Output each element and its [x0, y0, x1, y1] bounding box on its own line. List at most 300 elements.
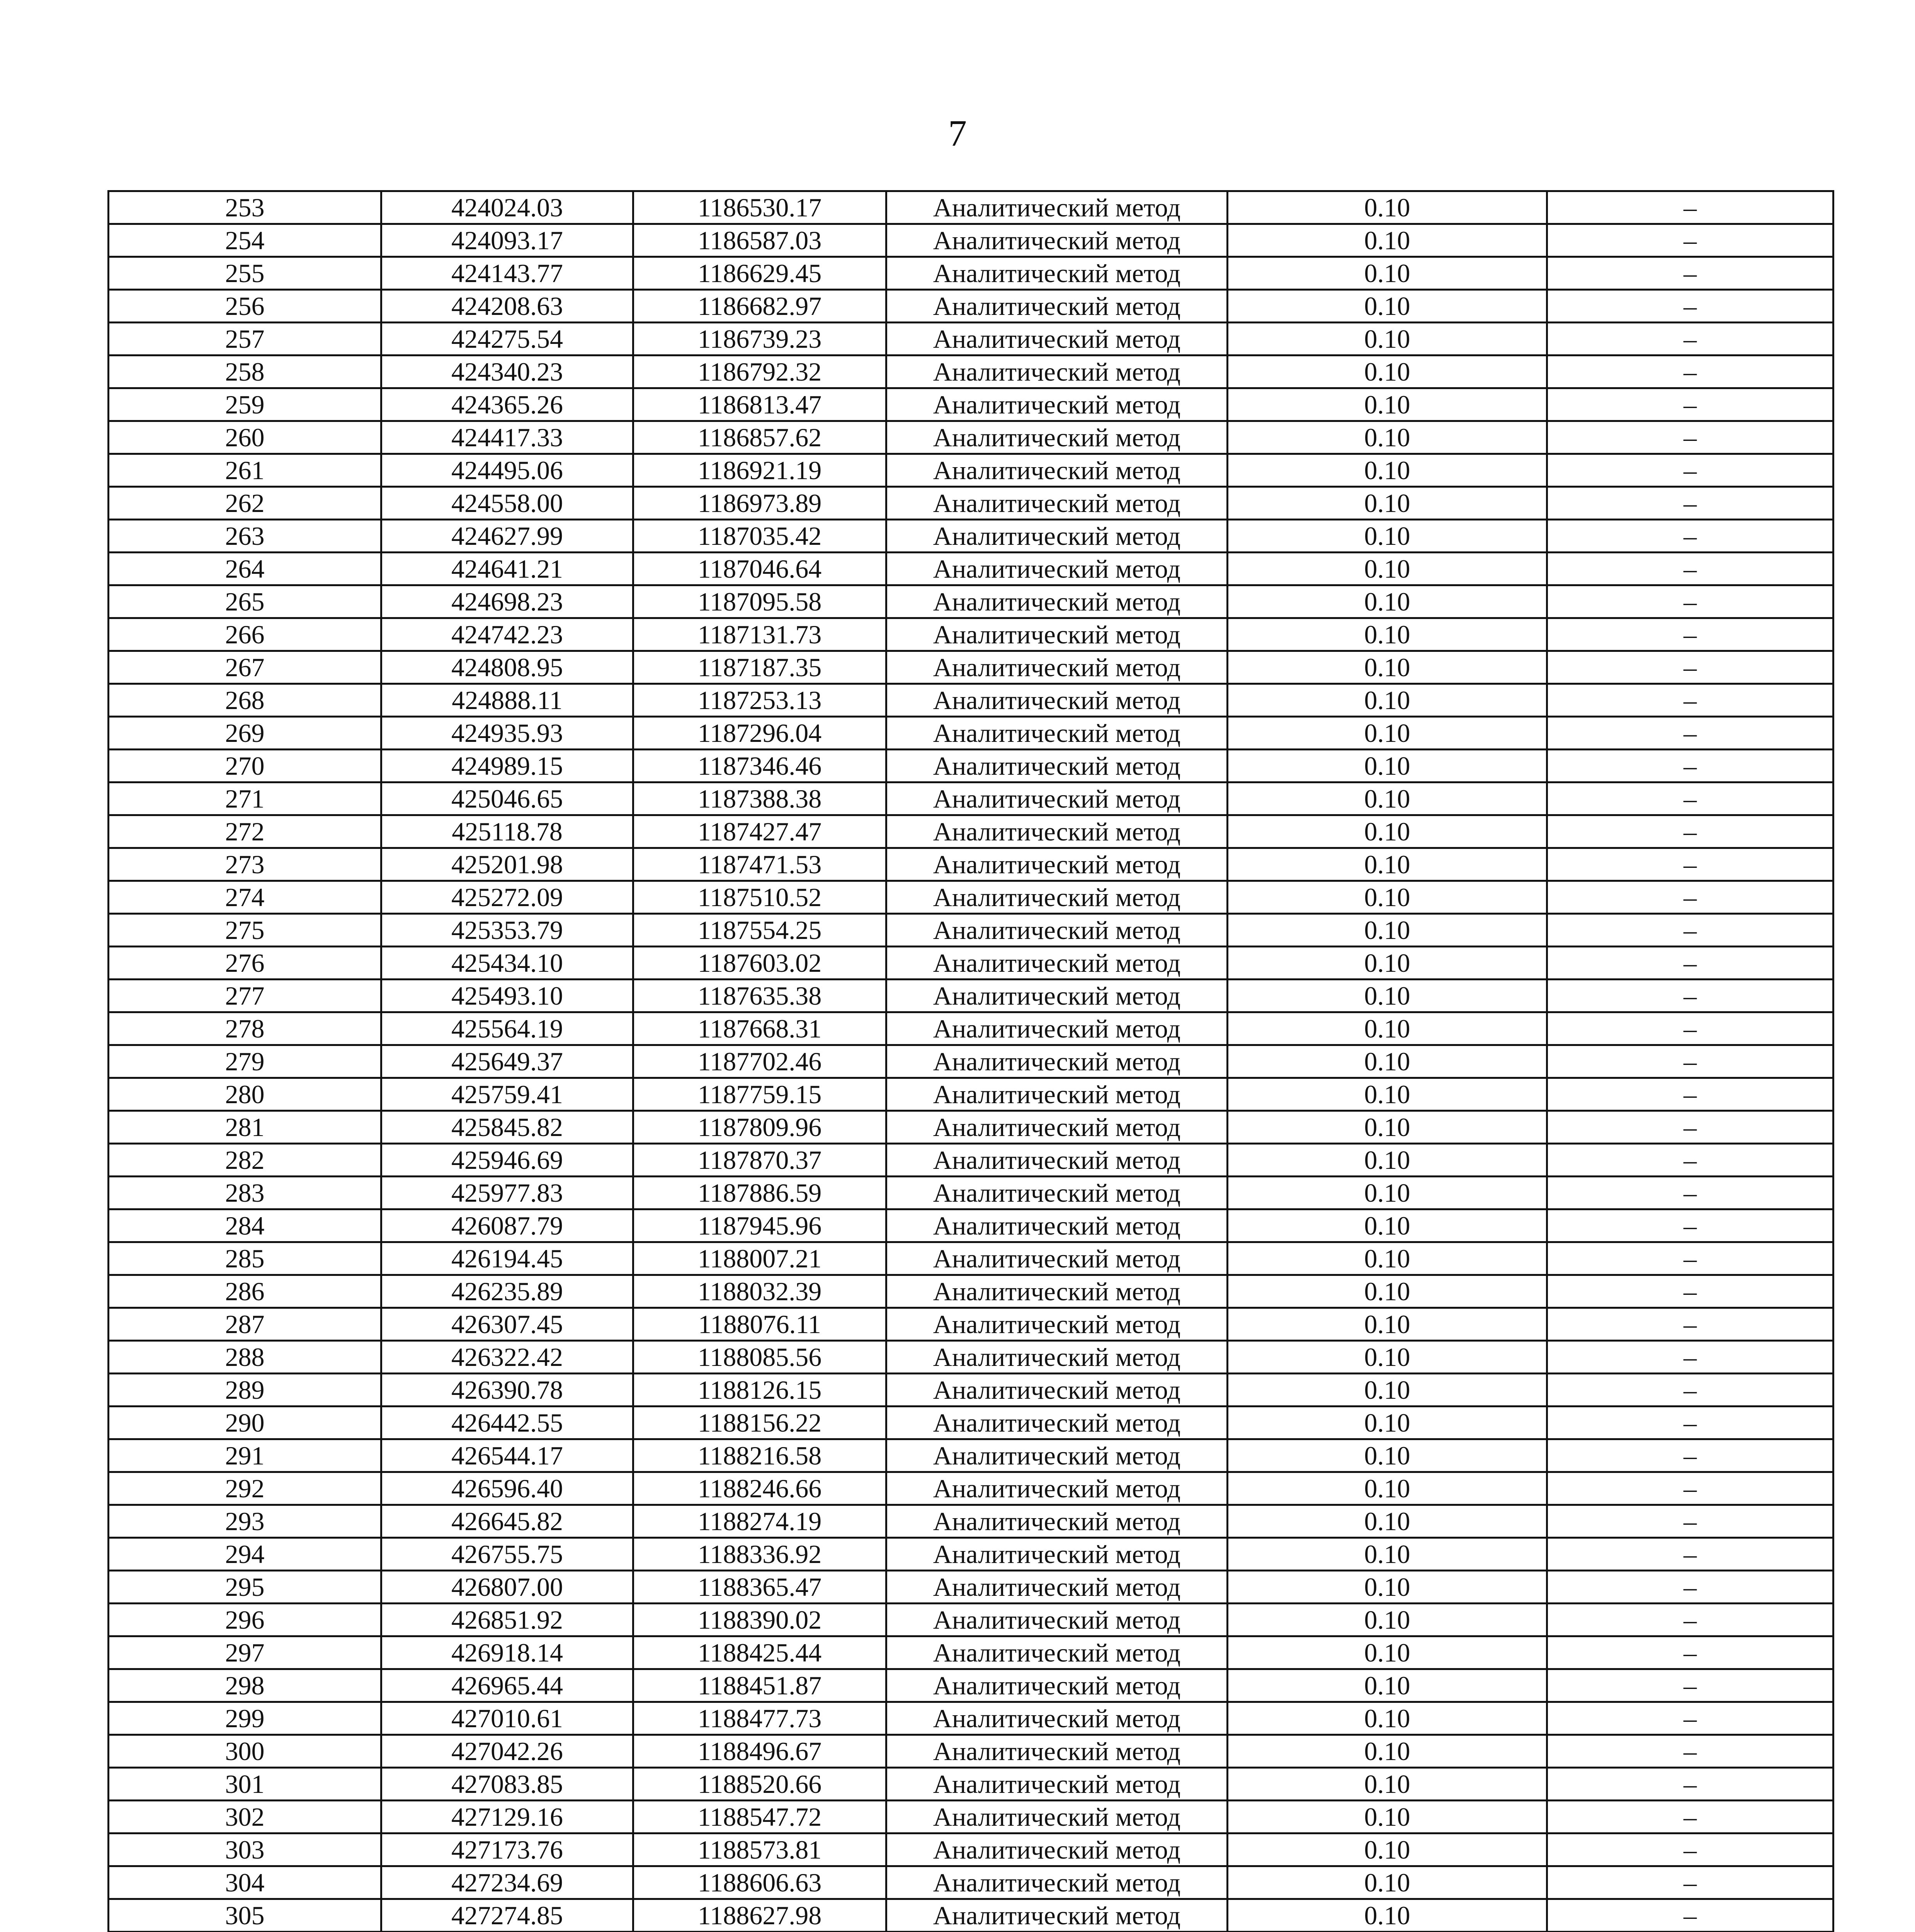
point-row	[109, 1801, 1833, 1833]
table-cell: –	[1547, 1275, 1833, 1308]
point-row	[109, 717, 1833, 750]
table-cell: 1188477.73	[633, 1702, 886, 1735]
point-row	[109, 553, 1833, 585]
table-cell: 1187886.59	[633, 1177, 886, 1209]
table-cell: 427129.16	[381, 1801, 633, 1833]
table-cell: –	[1547, 1768, 1833, 1801]
table-cell: 261	[109, 454, 381, 487]
table-cell: –	[1547, 1341, 1833, 1374]
table-cell: 300	[109, 1735, 381, 1768]
table-cell: 298	[109, 1669, 381, 1702]
table-cell: 271	[109, 782, 381, 815]
point-row	[109, 224, 1833, 257]
table-cell: 424742.23	[381, 618, 633, 651]
table-cell: Аналитический метод	[886, 1866, 1228, 1899]
table-cell: 254	[109, 224, 381, 257]
table-cell: 278	[109, 1012, 381, 1045]
table-cell: 1187702.46	[633, 1045, 886, 1078]
table-cell: Аналитический метод	[886, 1308, 1228, 1341]
point-row	[109, 1768, 1833, 1801]
point-row	[109, 487, 1833, 520]
table-cell: –	[1547, 1078, 1833, 1111]
table-cell: Аналитический метод	[886, 1439, 1228, 1472]
table-cell: 0.10	[1228, 1866, 1547, 1899]
table-cell: Аналитический метод	[886, 1045, 1228, 1078]
table-cell: 1188156.22	[633, 1406, 886, 1439]
table-cell: 1188076.11	[633, 1308, 886, 1341]
table-cell: 1187945.96	[633, 1209, 886, 1242]
table-cell: –	[1547, 651, 1833, 684]
table-cell: 1186973.89	[633, 487, 886, 520]
table-cell: –	[1547, 1472, 1833, 1505]
table-cell: 0.10	[1228, 454, 1547, 487]
table-cell: 1186739.23	[633, 323, 886, 355]
table-cell: 269	[109, 717, 381, 750]
table-cell: Аналитический метод	[886, 1177, 1228, 1209]
table-cell: Аналитический метод	[886, 1374, 1228, 1406]
table-cell: 291	[109, 1439, 381, 1472]
table-cell: 424417.33	[381, 421, 633, 454]
point-row	[109, 1275, 1833, 1308]
table-cell: Аналитический метод	[886, 1406, 1228, 1439]
table-cell: Аналитический метод	[886, 1636, 1228, 1669]
table-cell: 1188627.98	[633, 1899, 886, 1932]
point-row	[109, 750, 1833, 782]
table-cell: Аналитический метод	[886, 421, 1228, 454]
table-cell: 280	[109, 1078, 381, 1111]
table-cell: –	[1547, 782, 1833, 815]
point-row	[109, 191, 1833, 224]
table-cell: 276	[109, 947, 381, 980]
table-cell: 426235.89	[381, 1275, 633, 1308]
table-cell: Аналитический метод	[886, 914, 1228, 947]
table-cell: Аналитический метод	[886, 848, 1228, 881]
point-row	[109, 1144, 1833, 1177]
table-cell: 426322.42	[381, 1341, 633, 1374]
table-cell: –	[1547, 388, 1833, 421]
table-cell: Аналитический метод	[886, 947, 1228, 980]
table-cell: 0.10	[1228, 520, 1547, 553]
point-row	[109, 1505, 1833, 1538]
page-number: 7	[948, 112, 967, 154]
table-cell: Аналитический метод	[886, 224, 1228, 257]
table-cell: 0.10	[1228, 388, 1547, 421]
table-cell: –	[1547, 1538, 1833, 1571]
table-cell: 0.10	[1228, 1012, 1547, 1045]
table-cell: Аналитический метод	[886, 1899, 1228, 1932]
table-cell: 1188216.58	[633, 1439, 886, 1472]
point-row	[109, 1669, 1833, 1702]
table-cell: 0.10	[1228, 815, 1547, 848]
table-cell: –	[1547, 1604, 1833, 1636]
table-cell: 1187388.38	[633, 782, 886, 815]
table-cell: 1188274.19	[633, 1505, 886, 1538]
table-cell: 425493.10	[381, 980, 633, 1012]
table-cell: 277	[109, 980, 381, 1012]
table-cell: 424808.95	[381, 651, 633, 684]
table-cell: 0.10	[1228, 1505, 1547, 1538]
table-cell: 426307.45	[381, 1308, 633, 1341]
table-cell: –	[1547, 1045, 1833, 1078]
table-cell: 253	[109, 191, 381, 224]
table-cell: 0.10	[1228, 1636, 1547, 1669]
table-cell: –	[1547, 1439, 1833, 1472]
table-cell: Аналитический метод	[886, 717, 1228, 750]
table-cell: 1187668.31	[633, 1012, 886, 1045]
table-cell: 0.10	[1228, 1078, 1547, 1111]
table-cell: 293	[109, 1505, 381, 1538]
table-cell: 1187131.73	[633, 618, 886, 651]
table-cell: –	[1547, 750, 1833, 782]
table-cell: 1187346.46	[633, 750, 886, 782]
point-row	[109, 323, 1833, 355]
table-cell: 0.10	[1228, 1045, 1547, 1078]
table-cell: 0.10	[1228, 1538, 1547, 1571]
table-cell: 1188547.72	[633, 1801, 886, 1833]
table-cell: 1187870.37	[633, 1144, 886, 1177]
point-row	[109, 1012, 1833, 1045]
table-cell: 1187427.47	[633, 815, 886, 848]
table-cell: 0.10	[1228, 1242, 1547, 1275]
table-cell: 424641.21	[381, 553, 633, 585]
point-row	[109, 1571, 1833, 1604]
table-cell: –	[1547, 980, 1833, 1012]
table-cell: 1186629.45	[633, 257, 886, 290]
table-cell: 1187603.02	[633, 947, 886, 980]
table-cell: 0.10	[1228, 980, 1547, 1012]
table-cell: Аналитический метод	[886, 1472, 1228, 1505]
table-cell: –	[1547, 1242, 1833, 1275]
point-row	[109, 1702, 1833, 1735]
point-row	[109, 1472, 1833, 1505]
table-cell: –	[1547, 1669, 1833, 1702]
table-cell: 297	[109, 1636, 381, 1669]
table-cell: 1186813.47	[633, 388, 886, 421]
point-row	[109, 257, 1833, 290]
table-cell: –	[1547, 881, 1833, 914]
table-cell: –	[1547, 1833, 1833, 1866]
table-cell: 0.10	[1228, 1571, 1547, 1604]
table-cell: 272	[109, 815, 381, 848]
table-cell: 426807.00	[381, 1571, 633, 1604]
table-cell: –	[1547, 1571, 1833, 1604]
table-cell: –	[1547, 1702, 1833, 1735]
table-cell: 425759.41	[381, 1078, 633, 1111]
table-cell: 0.10	[1228, 684, 1547, 717]
table-cell: 427010.61	[381, 1702, 633, 1735]
table-cell: 292	[109, 1472, 381, 1505]
table-cell: 1186682.97	[633, 290, 886, 323]
point-row	[109, 684, 1833, 717]
table-cell: 263	[109, 520, 381, 553]
table-cell: 268	[109, 684, 381, 717]
table-cell: 424275.54	[381, 323, 633, 355]
table-cell: 290	[109, 1406, 381, 1439]
table-cell: 1187253.13	[633, 684, 886, 717]
table-cell: –	[1547, 454, 1833, 487]
table-cell: 0.10	[1228, 1111, 1547, 1144]
table-cell: 1186921.19	[633, 454, 886, 487]
table-cell: 1186857.62	[633, 421, 886, 454]
table-cell: –	[1547, 355, 1833, 388]
table-cell: Аналитический метод	[886, 618, 1228, 651]
point-row	[109, 454, 1833, 487]
table-cell: 424143.77	[381, 257, 633, 290]
table-cell: –	[1547, 1866, 1833, 1899]
table-cell: 424495.06	[381, 454, 633, 487]
point-row	[109, 1604, 1833, 1636]
table-cell: Аналитический метод	[886, 290, 1228, 323]
table-cell: 427083.85	[381, 1768, 633, 1801]
table-cell: 284	[109, 1209, 381, 1242]
table-cell: 426390.78	[381, 1374, 633, 1406]
table-cell: 426645.82	[381, 1505, 633, 1538]
table-cell: –	[1547, 585, 1833, 618]
table-cell: Аналитический метод	[886, 651, 1228, 684]
table-cell: 273	[109, 848, 381, 881]
table-cell: 1188573.81	[633, 1833, 886, 1866]
table-cell: Аналитический метод	[886, 191, 1228, 224]
table-cell: 424888.11	[381, 684, 633, 717]
point-row	[109, 1636, 1833, 1669]
table-cell: 1187035.42	[633, 520, 886, 553]
table-cell: 0.10	[1228, 618, 1547, 651]
table-cell: 1187554.25	[633, 914, 886, 947]
table-cell: –	[1547, 1308, 1833, 1341]
table-cell: 294	[109, 1538, 381, 1571]
table-cell: Аналитический метод	[886, 1768, 1228, 1801]
table-cell: 425564.19	[381, 1012, 633, 1045]
table-cell: 1188390.02	[633, 1604, 886, 1636]
table-cell: –	[1547, 520, 1833, 553]
point-row	[109, 947, 1833, 980]
table-cell: 283	[109, 1177, 381, 1209]
table-cell: 0.10	[1228, 487, 1547, 520]
table-cell: 426596.40	[381, 1472, 633, 1505]
table-cell: 424698.23	[381, 585, 633, 618]
table-cell: 0.10	[1228, 323, 1547, 355]
point-row	[109, 1866, 1833, 1899]
table-cell: 425649.37	[381, 1045, 633, 1078]
table-cell: –	[1547, 191, 1833, 224]
table-cell: Аналитический метод	[886, 355, 1228, 388]
table-cell: 275	[109, 914, 381, 947]
table-cell: 0.10	[1228, 355, 1547, 388]
table-cell: 426194.45	[381, 1242, 633, 1275]
point-row	[109, 1406, 1833, 1439]
table-cell: Аналитический метод	[886, 684, 1228, 717]
table-cell: 282	[109, 1144, 381, 1177]
table-cell: 0.10	[1228, 1801, 1547, 1833]
point-row	[109, 914, 1833, 947]
table-cell: 305	[109, 1899, 381, 1932]
table-cell: 426918.14	[381, 1636, 633, 1669]
table-cell: 264	[109, 553, 381, 585]
point-row	[109, 1177, 1833, 1209]
table-cell: 0.10	[1228, 1735, 1547, 1768]
table-cell: 286	[109, 1275, 381, 1308]
table-cell: 427274.85	[381, 1899, 633, 1932]
table-cell: 0.10	[1228, 257, 1547, 290]
table-cell: 1188126.15	[633, 1374, 886, 1406]
table-cell: –	[1547, 290, 1833, 323]
table-cell: 1188520.66	[633, 1768, 886, 1801]
table-cell: 426965.44	[381, 1669, 633, 1702]
table-cell: 1187471.53	[633, 848, 886, 881]
table-cell: Аналитический метод	[886, 1111, 1228, 1144]
table-cell: 0.10	[1228, 1768, 1547, 1801]
table-cell: –	[1547, 1636, 1833, 1669]
table-cell: –	[1547, 947, 1833, 980]
table-cell: 425845.82	[381, 1111, 633, 1144]
table-cell: 0.10	[1228, 1702, 1547, 1735]
table-cell: 265	[109, 585, 381, 618]
table-cell: 1186587.03	[633, 224, 886, 257]
point-row	[109, 1111, 1833, 1144]
point-row	[109, 1209, 1833, 1242]
table-cell: 425946.69	[381, 1144, 633, 1177]
table-cell: 427234.69	[381, 1866, 633, 1899]
table-cell: 0.10	[1228, 1604, 1547, 1636]
table-cell: 1187296.04	[633, 717, 886, 750]
table-cell: 0.10	[1228, 881, 1547, 914]
table-cell: 0.10	[1228, 290, 1547, 323]
table-cell: Аналитический метод	[886, 1242, 1228, 1275]
table-cell: 0.10	[1228, 1308, 1547, 1341]
table-cell: 302	[109, 1801, 381, 1833]
table-cell: 1188425.44	[633, 1636, 886, 1669]
table-cell: 262	[109, 487, 381, 520]
point-row	[109, 1439, 1833, 1472]
table-cell: –	[1547, 1406, 1833, 1439]
table-cell: 281	[109, 1111, 381, 1144]
table-cell: 287	[109, 1308, 381, 1341]
table-cell: –	[1547, 717, 1833, 750]
table-cell: 260	[109, 421, 381, 454]
table-cell: 0.10	[1228, 191, 1547, 224]
table-cell: 425353.79	[381, 914, 633, 947]
point-row	[109, 1308, 1833, 1341]
table-cell: Аналитический метод	[886, 1275, 1228, 1308]
table-cell: 1188365.47	[633, 1571, 886, 1604]
table-cell: 274	[109, 881, 381, 914]
table-cell: 270	[109, 750, 381, 782]
table-cell: –	[1547, 848, 1833, 881]
table-cell: 0.10	[1228, 1341, 1547, 1374]
table-cell: –	[1547, 1505, 1833, 1538]
table-cell: Аналитический метод	[886, 487, 1228, 520]
table-cell: 289	[109, 1374, 381, 1406]
table-cell: Аналитический метод	[886, 980, 1228, 1012]
table-cell: Аналитический метод	[886, 782, 1228, 815]
table-cell: 1186792.32	[633, 355, 886, 388]
table-cell: –	[1547, 1144, 1833, 1177]
point-row	[109, 618, 1833, 651]
table-cell: 426851.92	[381, 1604, 633, 1636]
table-cell: 1188336.92	[633, 1538, 886, 1571]
table-cell: 0.10	[1228, 1669, 1547, 1702]
point-row	[109, 520, 1833, 553]
table-cell: Аналитический метод	[886, 454, 1228, 487]
point-row	[109, 1899, 1833, 1932]
table-cell: Аналитический метод	[886, 520, 1228, 553]
point-row	[109, 1374, 1833, 1406]
table-cell: 424935.93	[381, 717, 633, 750]
table-cell: Аналитический метод	[886, 1209, 1228, 1242]
table-cell: –	[1547, 1735, 1833, 1768]
table-cell: –	[1547, 1177, 1833, 1209]
table-cell: 1188007.21	[633, 1242, 886, 1275]
table-cell: –	[1547, 487, 1833, 520]
point-row	[109, 881, 1833, 914]
table-cell: –	[1547, 1801, 1833, 1833]
table-cell: –	[1547, 1374, 1833, 1406]
table-cell: Аналитический метод	[886, 750, 1228, 782]
table-cell: Аналитический метод	[886, 1833, 1228, 1866]
table-cell: Аналитический метод	[886, 1801, 1228, 1833]
table-cell: Аналитический метод	[886, 1571, 1228, 1604]
point-row	[109, 980, 1833, 1012]
table-cell: 424024.03	[381, 191, 633, 224]
table-cell: 0.10	[1228, 914, 1547, 947]
table-cell: Аналитический метод	[886, 1078, 1228, 1111]
table-cell: 425977.83	[381, 1177, 633, 1209]
table-cell: 1187635.38	[633, 980, 886, 1012]
table-cell: 426442.55	[381, 1406, 633, 1439]
table-cell: 426544.17	[381, 1439, 633, 1472]
table-cell: 0.10	[1228, 553, 1547, 585]
table-cell: 425272.09	[381, 881, 633, 914]
table-cell: Аналитический метод	[886, 815, 1228, 848]
table-cell: 256	[109, 290, 381, 323]
table-cell: 1188246.66	[633, 1472, 886, 1505]
table-cell: 295	[109, 1571, 381, 1604]
table-cell: Аналитический метод	[886, 1669, 1228, 1702]
table-cell: Аналитический метод	[886, 1341, 1228, 1374]
point-row	[109, 355, 1833, 388]
table-cell: 0.10	[1228, 651, 1547, 684]
table-cell: 0.10	[1228, 947, 1547, 980]
table-cell: 1186530.17	[633, 191, 886, 224]
table-cell: 1187809.96	[633, 1111, 886, 1144]
table-cell: 0.10	[1228, 1374, 1547, 1406]
table-cell: 267	[109, 651, 381, 684]
table-cell: 424208.63	[381, 290, 633, 323]
point-row	[109, 1045, 1833, 1078]
table-cell: 424340.23	[381, 355, 633, 388]
table-cell: 0.10	[1228, 1406, 1547, 1439]
table-cell: Аналитический метод	[886, 1702, 1228, 1735]
table-cell: 424627.99	[381, 520, 633, 553]
table-cell: Аналитический метод	[886, 1505, 1228, 1538]
table-cell: 0.10	[1228, 421, 1547, 454]
table-cell: Аналитический метод	[886, 1012, 1228, 1045]
table-cell: 0.10	[1228, 1899, 1547, 1932]
point-row	[109, 585, 1833, 618]
table-cell: 425201.98	[381, 848, 633, 881]
table-cell: Аналитический метод	[886, 881, 1228, 914]
table-cell: 0.10	[1228, 1209, 1547, 1242]
table-cell: 1188451.87	[633, 1669, 886, 1702]
table-cell: 424558.00	[381, 487, 633, 520]
table-cell: 0.10	[1228, 1275, 1547, 1308]
table-cell: 0.10	[1228, 750, 1547, 782]
table-cell: –	[1547, 553, 1833, 585]
table-cell: 427173.76	[381, 1833, 633, 1866]
table-cell: 427042.26	[381, 1735, 633, 1768]
table-cell: 255	[109, 257, 381, 290]
table-cell: 0.10	[1228, 585, 1547, 618]
